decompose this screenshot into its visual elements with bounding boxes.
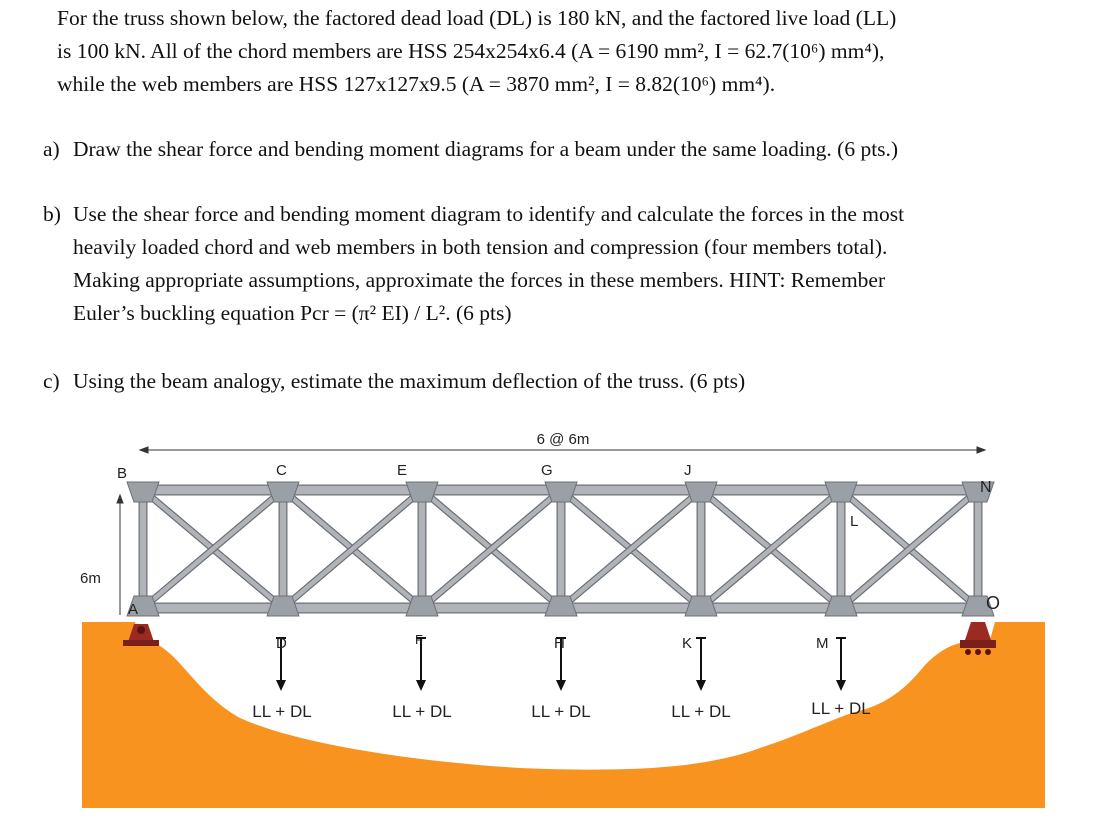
node-label-a: A xyxy=(128,601,139,618)
span-label: 6 @ 6m xyxy=(536,431,590,448)
node-label-j: J xyxy=(684,462,692,479)
node-label-n: N xyxy=(980,479,992,496)
question-b-line-2: heavily loaded chord and web members in both tension and compression (four members total). xyxy=(73,235,888,259)
question-b-line-4: Euler’s buckling equation Pcr = (π² EI) / L². (6 pts) xyxy=(73,301,512,325)
question-c-label: c) xyxy=(43,369,60,393)
load-labels xyxy=(252,699,870,721)
truss-members xyxy=(137,490,984,608)
load-label-f: LL + DL xyxy=(392,702,452,721)
node-label-c: C xyxy=(276,462,287,479)
question-c-text: Using the beam analogy, estimate the maximum deflection of the truss. (6 pts) xyxy=(73,369,746,393)
intro-line-3: while the web members are HSS 127x127x9.5 (A = 3870 mm², I = 8.82(10⁶) mm⁴). xyxy=(57,72,776,96)
load-arrow xyxy=(696,638,706,691)
node-label-h: H xyxy=(554,635,565,652)
node-label-e: E xyxy=(397,462,408,479)
intro-line-1: For the truss shown below, the factored dead load (DL) is 180 kN, and the factored live load (LL) xyxy=(57,6,897,30)
load-label-d: LL + DL xyxy=(252,702,312,721)
question-a-label: a) xyxy=(43,137,60,161)
load-arrow xyxy=(836,638,846,691)
load-label-m: LL + DL xyxy=(811,699,871,718)
load-label-k: LL + DL xyxy=(671,702,731,721)
node-label-o: O xyxy=(986,593,1001,613)
web-member-label-l: L xyxy=(850,513,859,530)
question-b-label: b) xyxy=(43,202,61,226)
question-a-text: Draw the shear force and bending moment diagrams for a beam under the same loading. (6 pts.) xyxy=(73,137,899,161)
node-label-f: F xyxy=(415,632,423,647)
node-label-m: M xyxy=(816,635,829,652)
height-dimension xyxy=(117,495,123,615)
intro-line-2: is 100 kN. All of the chord members are HSS 254x254x6.4 (A = 6190 mm², I = 62.7(10⁶) mm⁴), xyxy=(57,39,885,63)
node-label-d: D xyxy=(276,635,287,652)
node-label-b: B xyxy=(117,465,128,482)
question-b-line-1: Use the shear force and bending moment diagram to identify and calculate the forces in the most xyxy=(73,202,905,226)
load-label-h: LL + DL xyxy=(531,702,591,721)
question-b-line-3: Making appropriate assumptions, approximate the forces in these members. HINT: Remember xyxy=(73,268,886,292)
height-label: 6m xyxy=(80,570,101,587)
node-label-k: K xyxy=(682,635,693,652)
node-label-g: G xyxy=(541,462,553,479)
